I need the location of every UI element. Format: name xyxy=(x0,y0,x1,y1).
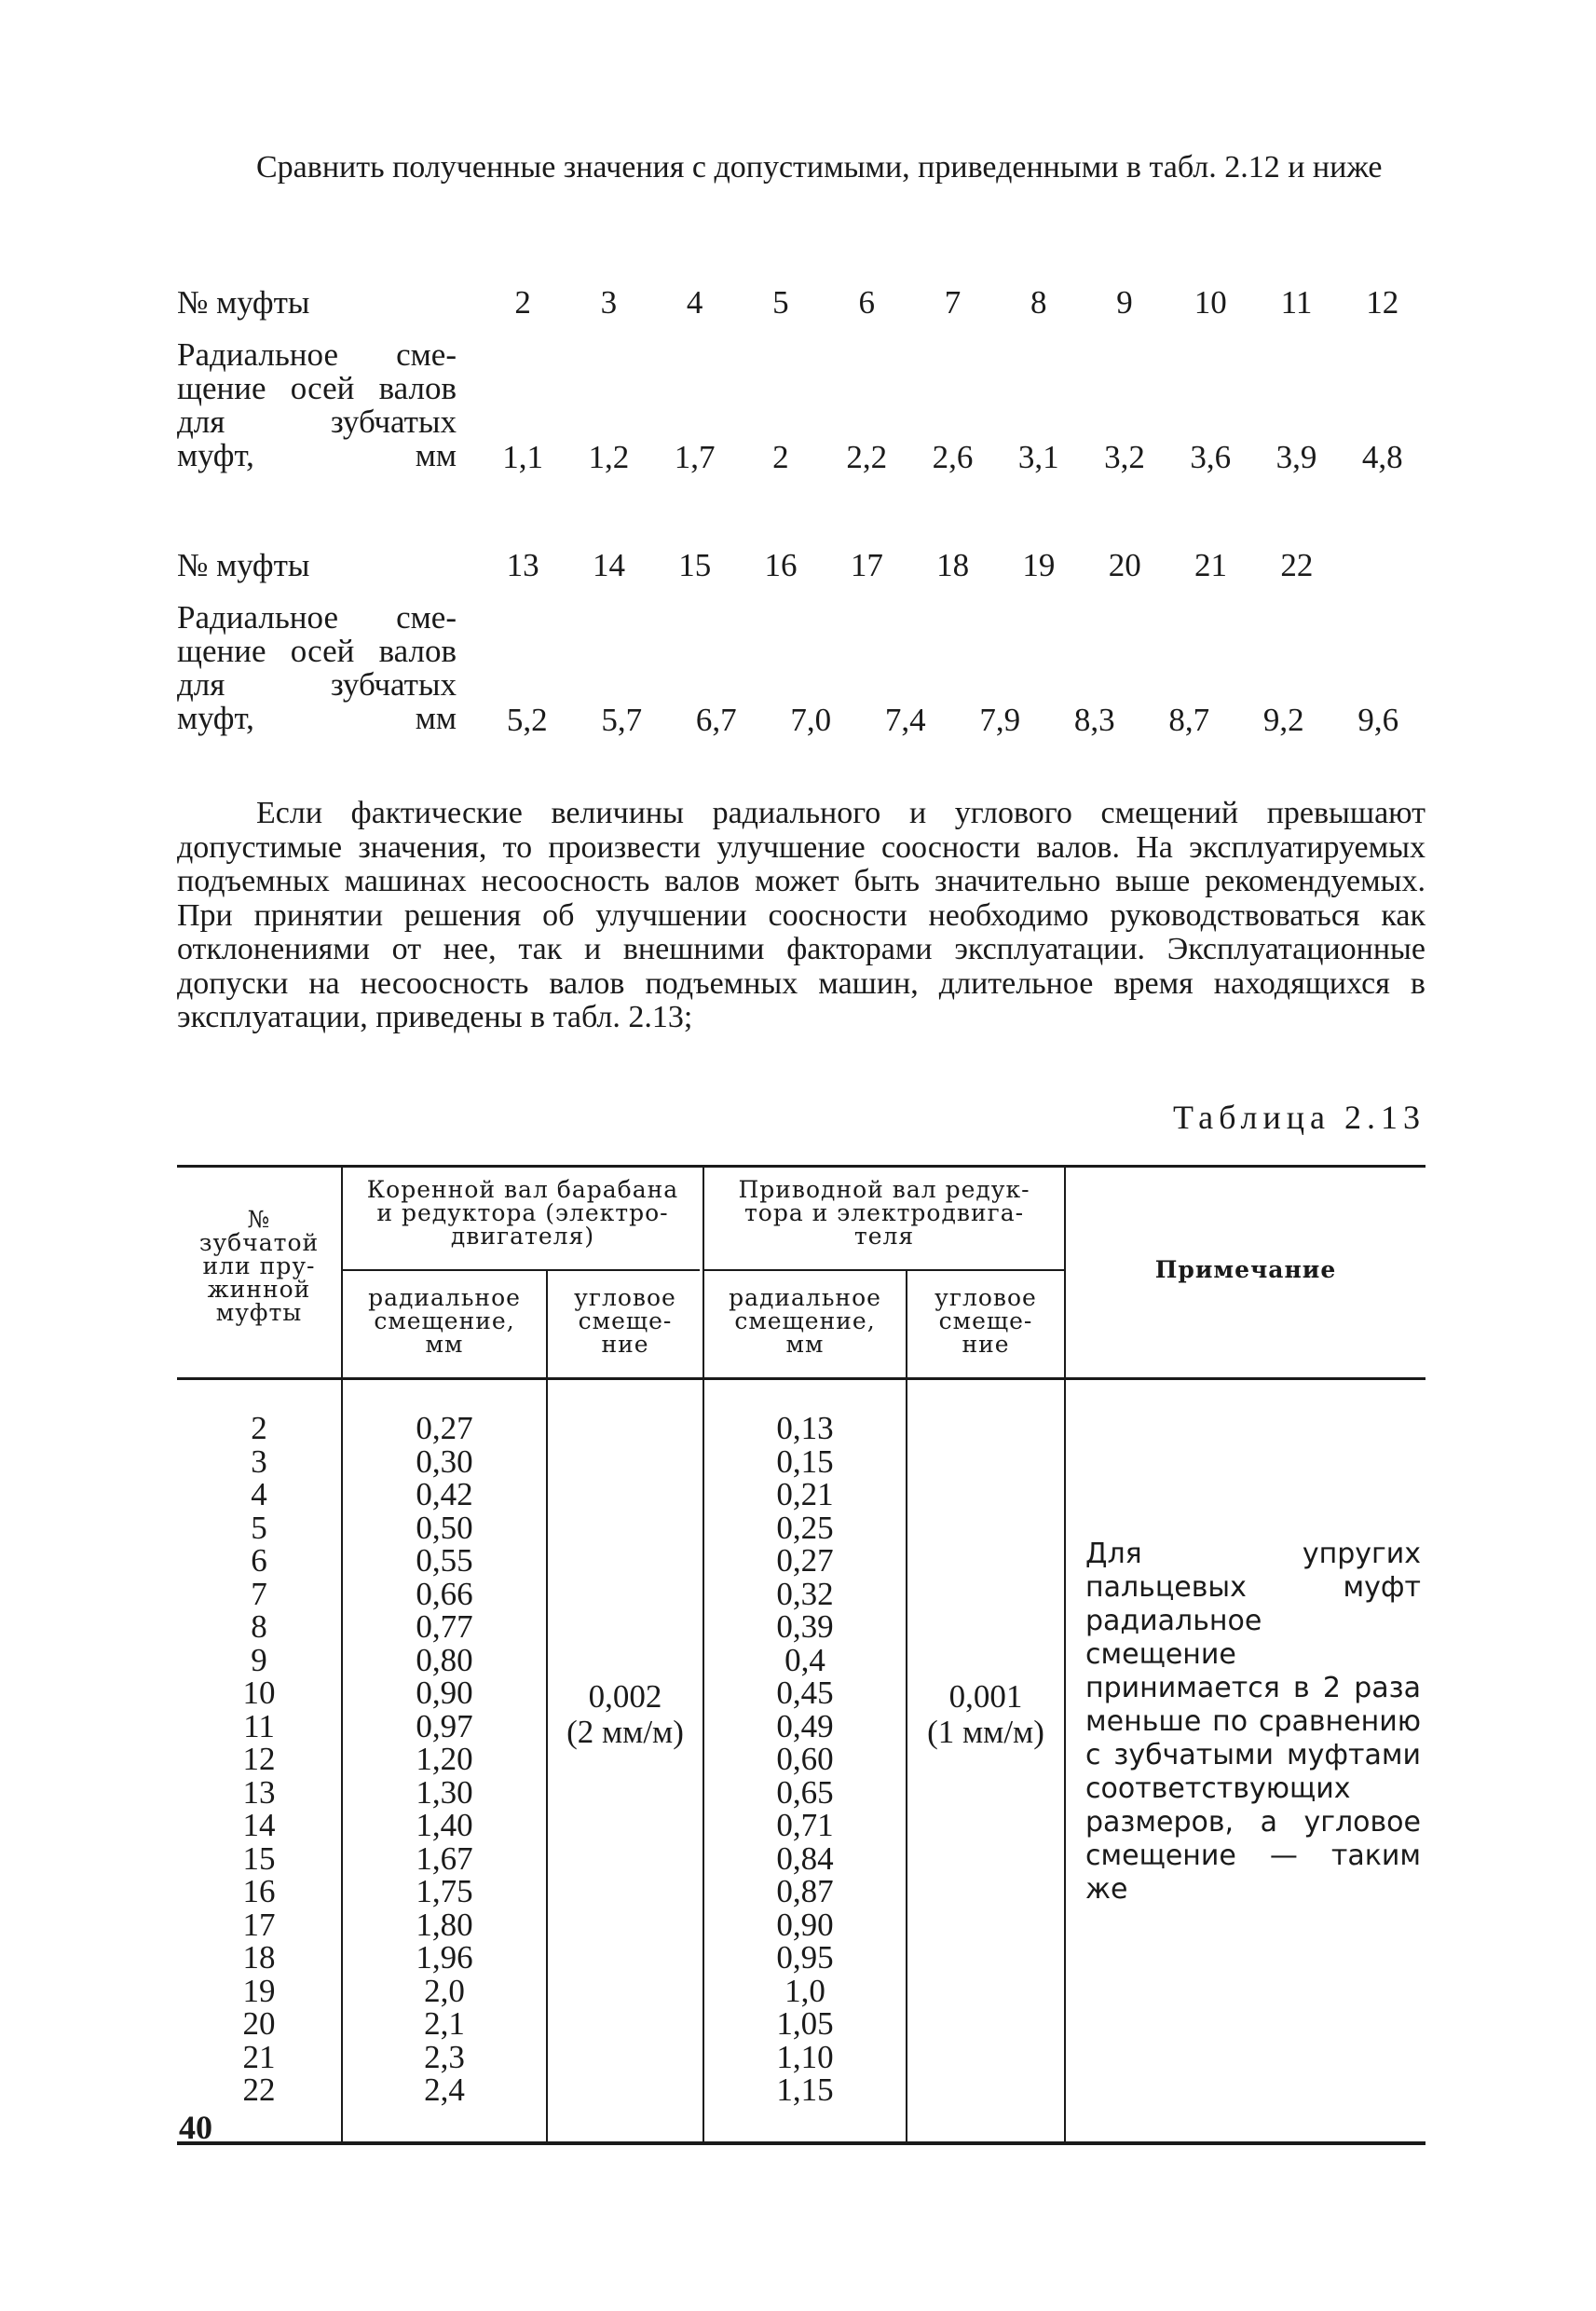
col-coupling-numbers-line: 18 xyxy=(242,1939,276,1976)
angular-1-value xyxy=(548,1679,703,1750)
table-a-values-cell: 3,2 xyxy=(1104,439,1145,475)
col-coupling-numbers-line: 7 xyxy=(251,1575,267,1612)
col-coupling-numbers-line: 10 xyxy=(242,1675,276,1711)
head-angular-1-line: смеще- xyxy=(578,1307,673,1334)
col-radial-2-line: 0,90 xyxy=(776,1906,834,1943)
col-radial-2-line: 0,25 xyxy=(776,1509,834,1546)
head-coupling-no-line: или пру- xyxy=(202,1252,316,1279)
table-b-numbers-cell: 19 xyxy=(1022,547,1056,583)
table-b-values-cell: 6,7 xyxy=(695,702,737,738)
coupling-table-b xyxy=(177,547,1425,743)
table-b-values-cell: 7,4 xyxy=(884,702,926,738)
col-coupling-numbers-line: 19 xyxy=(242,1972,276,2009)
col-radial-1-line: 1,40 xyxy=(416,1807,473,1843)
page-number: 40 xyxy=(179,2109,212,2146)
head-angular-2-line: смеще- xyxy=(938,1307,1033,1334)
head-coupling-no-line: № xyxy=(247,1206,271,1233)
table-b-numbers xyxy=(480,547,1340,584)
col-radial-1-line: 1,30 xyxy=(416,1773,473,1811)
table-a-numbers-cell: 2 xyxy=(514,284,531,321)
col-radial-1-line: 0,55 xyxy=(416,1542,473,1579)
table-a-values-cell: 2 xyxy=(772,439,789,475)
table-b-values xyxy=(480,702,1425,739)
col-radial-2-line: 0,39 xyxy=(776,1608,834,1645)
col-coupling-numbers-line: 13 xyxy=(242,1773,276,1811)
table-b-numbers-cell: 17 xyxy=(850,547,883,583)
table-b-values-cell: 5,7 xyxy=(601,702,643,738)
table-a-no-label: № муфты xyxy=(177,284,310,321)
head-note: Примечание xyxy=(1154,1256,1337,1283)
table-b-values-cell: 9,6 xyxy=(1357,702,1399,738)
col-radial-1-line: 0,77 xyxy=(416,1608,473,1645)
head-angular-1 xyxy=(548,1286,703,1356)
col-radial-2-line: 1,10 xyxy=(776,2038,834,2075)
col-radial-1 xyxy=(343,1412,546,2107)
table-b-numbers-cell: 13 xyxy=(506,547,539,583)
table-a-row-label xyxy=(177,338,457,472)
table-b-values-cell: 8,7 xyxy=(1168,702,1210,738)
col-radial-1-line: 0,30 xyxy=(416,1443,473,1480)
head-coupling-no-line: зубчатой xyxy=(198,1229,320,1256)
col-radial-2-line: 0,65 xyxy=(776,1773,834,1811)
col-coupling-numbers-line: 4 xyxy=(251,1476,267,1512)
col-radial-2-line: 0,71 xyxy=(776,1807,834,1843)
table-b-row-label xyxy=(177,601,457,735)
col-radial-1-line: 0,42 xyxy=(416,1476,473,1512)
table-b-values-cell: 7,9 xyxy=(979,702,1021,738)
table-a-values-cell: 3,6 xyxy=(1190,439,1232,475)
col-coupling-numbers xyxy=(177,1412,341,2107)
head-group-main-shaft-line: и редуктора (электро- xyxy=(376,1199,669,1226)
col-radial-1-line: 1,96 xyxy=(416,1939,473,1976)
table-b-numbers-cell: 15 xyxy=(678,547,712,583)
col-radial-1-line: 0,27 xyxy=(416,1410,473,1446)
table-header-rule xyxy=(177,1377,1425,1380)
head-group-drive-shaft-line: Приводной вал редук- xyxy=(738,1176,1030,1203)
table-b-row-label-line: Радиальное сме- xyxy=(177,599,457,636)
col-coupling-numbers-line: 9 xyxy=(251,1641,267,1678)
col-radial-2-line: 0,84 xyxy=(776,1839,834,1877)
col-radial-1-line: 1,80 xyxy=(416,1906,473,1943)
col-radial-1-line: 0,90 xyxy=(416,1675,473,1711)
col-coupling-numbers-line: 5 xyxy=(251,1509,267,1546)
head-radial-1-line: смещение, xyxy=(374,1307,515,1334)
coupling-table-a xyxy=(177,284,1425,480)
table-top-rule xyxy=(177,1165,1425,1168)
table-b-row-label-line: муфт, мм xyxy=(177,700,457,736)
table-b-numbers-cell: 18 xyxy=(936,547,970,583)
table-b-values-cell: 5,2 xyxy=(506,702,548,738)
head-coupling-no xyxy=(177,1208,341,1324)
head-angular-2-line: угловое xyxy=(934,1284,1037,1311)
col-radial-2-line: 1,05 xyxy=(776,2005,834,2042)
table-b-values-cell: 8,3 xyxy=(1073,702,1115,738)
head-group-main-shaft-line: Коренной вал барабана xyxy=(366,1176,679,1203)
col-radial-2-line: 0,32 xyxy=(776,1575,834,1612)
angular-2-value-line: 0,001 xyxy=(948,1678,1023,1715)
col-radial-2-line: 0,95 xyxy=(776,1939,834,1976)
table-a-numbers-cell: 5 xyxy=(772,284,789,321)
table-b-row-label-line: для зубчатых xyxy=(177,666,457,703)
table-a-row-label-line: для зубчатых xyxy=(177,403,457,440)
table-a-numbers-cell: 6 xyxy=(858,284,875,321)
angular-2-value xyxy=(907,1679,1064,1750)
col-coupling-numbers-line: 8 xyxy=(251,1608,267,1645)
table-a-numbers-cell: 3 xyxy=(600,284,618,321)
col-radial-2-line: 0,21 xyxy=(776,1476,834,1512)
tolerance-table xyxy=(177,1165,1425,2145)
head-radial-1-line: радиальное xyxy=(368,1284,521,1311)
col-coupling-numbers-line: 20 xyxy=(242,2005,276,2042)
table-a-values-cell: 3,9 xyxy=(1275,439,1317,475)
table-b-numbers-cell: 16 xyxy=(764,547,798,583)
head-angular-1-line: угловое xyxy=(574,1284,676,1311)
table-b-no-label: № муфты xyxy=(177,547,310,583)
table-b-numbers-cell: 14 xyxy=(592,547,625,583)
col-radial-2-line: 0,15 xyxy=(776,1443,834,1480)
table-a-numbers-cell: 8 xyxy=(1030,284,1047,321)
head-group-main-shaft xyxy=(343,1178,703,1248)
table-b-values-cell: 7,0 xyxy=(790,702,832,738)
col-coupling-numbers-line: 22 xyxy=(242,2072,276,2108)
head-group-drive-shaft-line: тора и электродвига- xyxy=(743,1199,1025,1226)
table-b-numbers-cell: 21 xyxy=(1194,547,1228,583)
table-a-values-cell: 2,2 xyxy=(846,439,888,475)
table-a-numbers-cell: 4 xyxy=(686,284,703,321)
col-coupling-numbers-line: 2 xyxy=(251,1410,267,1446)
col-radial-1-line: 2,3 xyxy=(424,2038,465,2075)
head-group-main-shaft-line: двигателя) xyxy=(450,1223,595,1250)
head-angular-2 xyxy=(907,1286,1064,1356)
col-coupling-numbers-line: 17 xyxy=(242,1906,276,1943)
table-a-numbers-cell: 12 xyxy=(1366,284,1399,321)
table-a-numbers-cell: 11 xyxy=(1280,284,1313,321)
col-radial-2-line: 1,15 xyxy=(776,2072,834,2108)
table-a-numbers xyxy=(480,284,1425,321)
col-coupling-numbers-line: 16 xyxy=(242,1873,276,1909)
table-b-numbers-cell: 20 xyxy=(1108,547,1141,583)
col-coupling-numbers-line: 12 xyxy=(242,1741,276,1777)
col-radial-2-line: 1,0 xyxy=(784,1972,825,2009)
table-a-row-label-line: щение осей валов xyxy=(177,370,457,406)
table-a-row-label-line: Радиальное сме- xyxy=(177,336,457,373)
col-radial-1-line: 1,67 xyxy=(416,1839,473,1877)
group1-underline xyxy=(343,1269,700,1271)
table-bottom-rule xyxy=(177,2141,1425,2145)
table-a-values-cell: 1,1 xyxy=(502,439,543,475)
table-a-numbers-cell: 7 xyxy=(944,284,962,321)
head-angular-1-line: ние xyxy=(601,1331,649,1358)
col-radial-1-line: 1,20 xyxy=(416,1741,473,1777)
table-a-numbers-cell: 9 xyxy=(1116,284,1133,321)
col-radial-2-line: 0,49 xyxy=(776,1707,834,1744)
col-coupling-numbers-line: 3 xyxy=(251,1443,267,1480)
col-radial-1-line: 1,75 xyxy=(416,1873,473,1909)
col-radial-1-line: 2,1 xyxy=(424,2005,465,2042)
col-radial-1-line: 2,4 xyxy=(424,2072,465,2108)
group2-underline xyxy=(704,1269,1064,1271)
col-radial-1-line: 0,97 xyxy=(416,1707,473,1744)
col-radial-2-line: 0,4 xyxy=(784,1641,825,1678)
head-radial-2-line: мм xyxy=(785,1331,825,1358)
head-group-drive-shaft-line: теля xyxy=(853,1223,915,1250)
table-caption: Таблица 2.13 xyxy=(1173,1099,1425,1136)
col-radial-2-line: 0,27 xyxy=(776,1542,834,1579)
head-radial-1-line: мм xyxy=(425,1331,464,1358)
col-coupling-numbers-line: 11 xyxy=(243,1707,275,1744)
col-radial-1-line: 0,50 xyxy=(416,1509,473,1546)
head-radial-2-line: радиальное xyxy=(729,1284,881,1311)
table-a-numbers-cell: 10 xyxy=(1194,284,1227,321)
head-radial-1 xyxy=(343,1286,546,1356)
body-paragraph: Если фактические величины радиального и углового смещений превышают допустимые значения, то произвести улучшение соосности валов. На эксплуатируемых подъемных машинах несоосность валов может быть значительно выше рекомендуемых. При принятии решения об улучшении соосности необходимо руководствоваться как отклонениями от нее, так и внешними факторами эксплуатации. Эксплуатационные допуски на несоосность валов подъемных машин, длительное время находящихся в эксплуатации, приведены в табл. 2.13; xyxy=(177,796,1425,1034)
col-radial-2 xyxy=(704,1412,906,2107)
table-b-row-label-line: щение осей валов xyxy=(177,633,457,669)
intro-text: Сравнить полученные значения с допустимыми, приведенными в табл. 2.12 и ниже xyxy=(256,150,1383,185)
col-radial-1-line: 0,80 xyxy=(416,1641,473,1678)
col-coupling-numbers-line: 6 xyxy=(251,1542,267,1579)
col-radial-2-line: 0,87 xyxy=(776,1873,834,1909)
head-angular-2-line: ние xyxy=(962,1331,1010,1358)
table-a-values-cell: 1,7 xyxy=(674,439,716,475)
col-radial-2-line: 0,60 xyxy=(776,1741,834,1777)
col-divider-5 xyxy=(1064,1168,1066,2141)
table-a-values-cell: 3,1 xyxy=(1017,439,1059,475)
col-radial-2-line: 0,45 xyxy=(776,1675,834,1711)
head-coupling-no-line: муфты xyxy=(215,1299,303,1326)
angular-1-value-line: 0,002 xyxy=(588,1678,662,1715)
table-a-values-cell: 1,2 xyxy=(588,439,630,475)
angular-1-value-line: (2 мм/м) xyxy=(566,1714,684,1750)
col-coupling-numbers-line: 21 xyxy=(242,2038,276,2075)
table-a-values-cell: 2,6 xyxy=(932,439,974,475)
note-text: Для упругих пальцевых муфт радиальное смещение принимается в 2 раза меньше по сравнению с зубчатыми муфтами соответствующих размеров, а угловое смещение — таким же xyxy=(1085,1538,1421,1906)
angular-2-value-line: (1 мм/м) xyxy=(927,1714,1044,1750)
col-coupling-numbers-line: 14 xyxy=(242,1807,276,1843)
col-radial-1-line: 2,0 xyxy=(424,1972,465,2009)
col-coupling-numbers-line: 15 xyxy=(242,1839,276,1877)
table-a-values xyxy=(480,439,1425,476)
table-b-numbers-cell: 22 xyxy=(1280,547,1314,583)
head-group-drive-shaft xyxy=(704,1178,1064,1248)
col-radial-2-line: 0,13 xyxy=(776,1410,834,1446)
head-radial-2 xyxy=(704,1286,906,1356)
table-a-values-cell: 4,8 xyxy=(1361,439,1403,475)
head-coupling-no-line: жинной xyxy=(207,1276,311,1303)
table-b-values-cell: 9,2 xyxy=(1262,702,1304,738)
head-radial-2-line: смещение, xyxy=(734,1307,876,1334)
table-a-row-label-line: муфт, мм xyxy=(177,437,457,473)
col-radial-1-line: 0,66 xyxy=(416,1575,473,1612)
